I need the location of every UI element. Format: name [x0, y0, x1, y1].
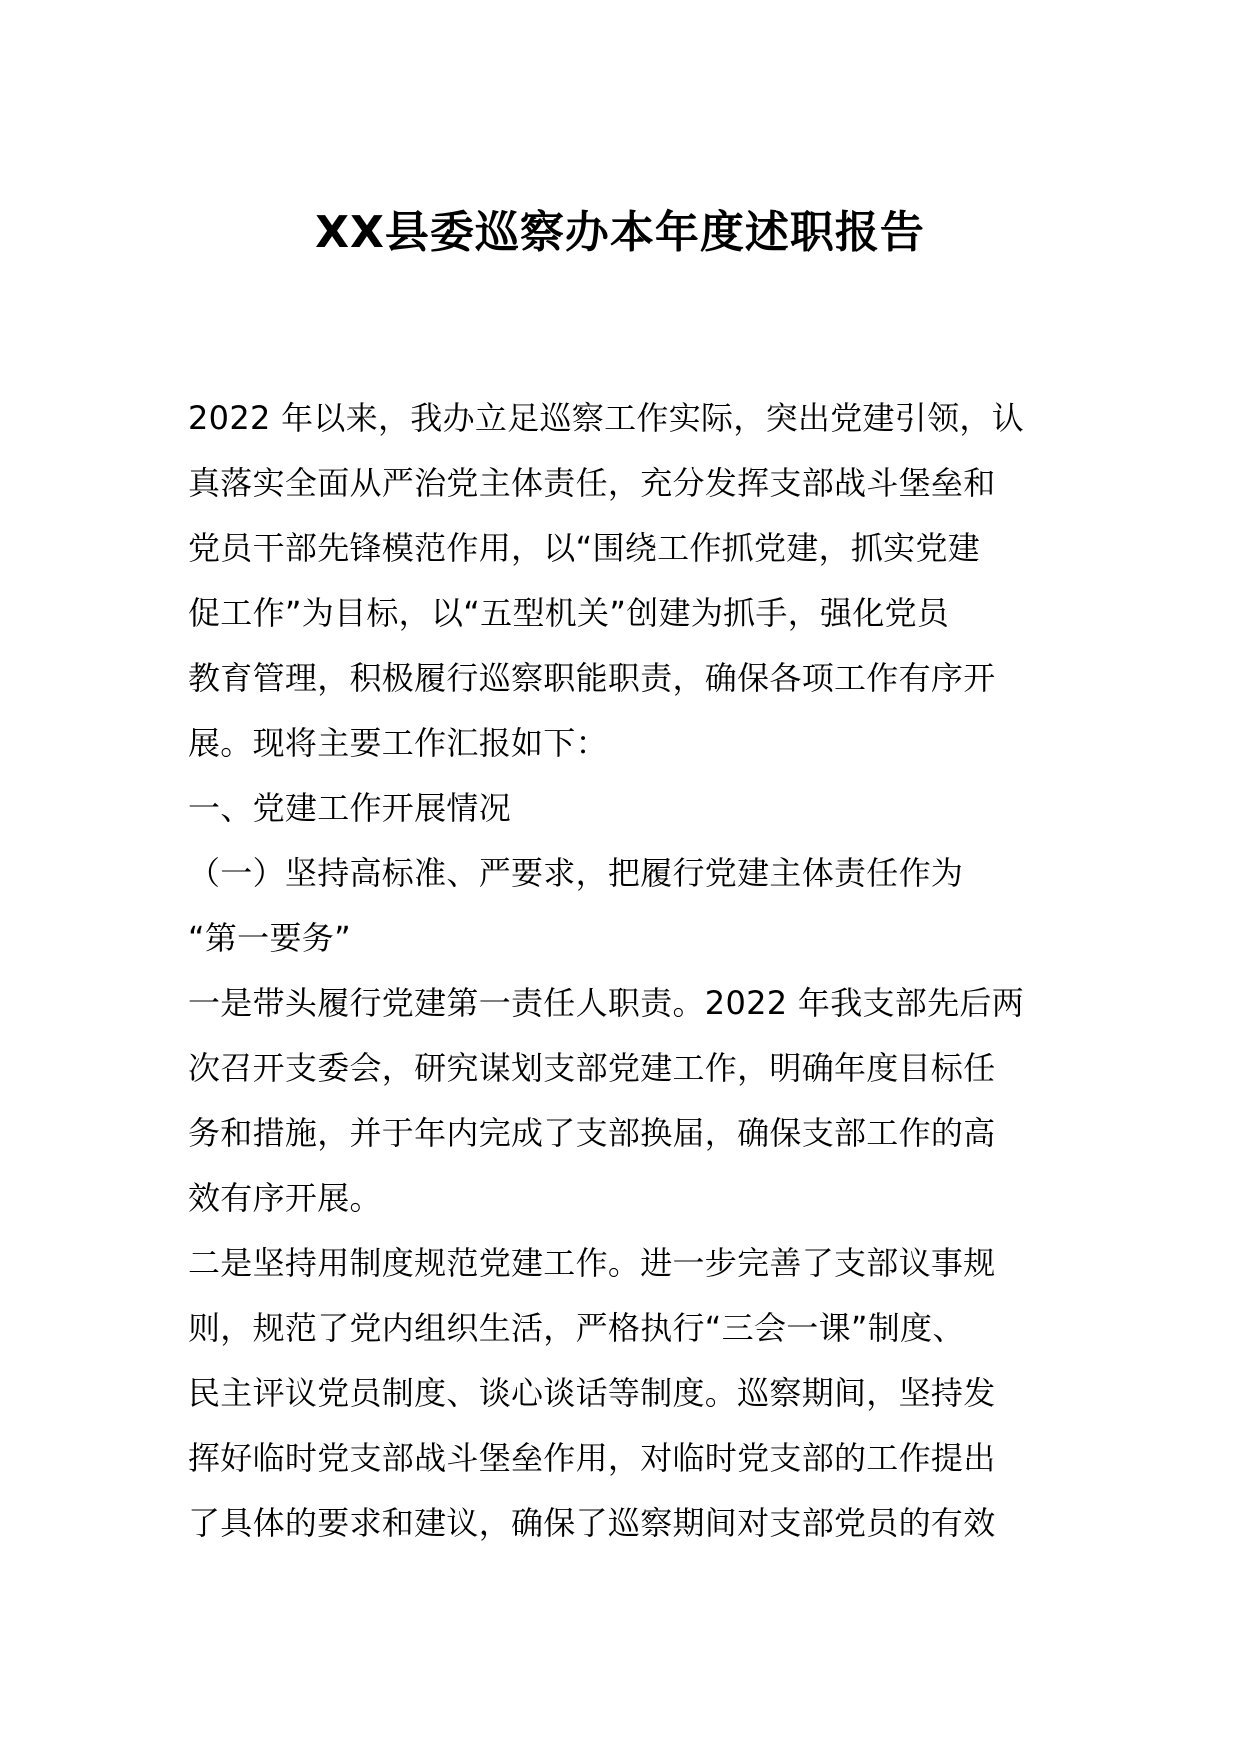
subsection-heading-continued: “第一要务”: [188, 919, 351, 957]
paragraph-line: 效有序开展。: [188, 1179, 382, 1217]
paragraph-line: 促工作”为目标，以“五型机关”创建为抓手，强化党员: [188, 594, 950, 632]
paragraph-line: 务和措施，并于年内完成了支部换届，确保支部工作的高: [188, 1114, 996, 1152]
paragraph-line: 次召开支委会，研究谋划支部党建工作，明确年度目标任: [188, 1049, 996, 1087]
paragraph-line: 一是带头履行党建第一责任人职责。2022 年我支部先后两: [188, 984, 1025, 1022]
document-title: XX县委巡察办本年度述职报告: [315, 207, 925, 258]
paragraph-line: 真落实全面从严治党主体责任，充分发挥支部战斗堡垒和: [188, 464, 996, 502]
paragraph-line: 二是坚持用制度规范党建工作。进一步完善了支部议事规: [188, 1244, 996, 1282]
section-heading: 一、党建工作开展情况: [188, 789, 512, 827]
paragraph-line: 挥好临时党支部战斗堡垒作用，对临时党支部的工作提出: [188, 1439, 996, 1477]
paragraph-line: 民主评议党员制度、谈心谈话等制度。巡察期间，坚持发: [188, 1374, 996, 1412]
subsection-heading: （一）坚持高标准、严要求，把履行党建主体责任作为: [188, 854, 964, 892]
paragraph-line: 党员干部先锋模范作用，以“围绕工作抓党建，抓实党建: [188, 529, 981, 567]
paragraph-line: 展。现将主要工作汇报如下：: [188, 724, 608, 762]
paragraph-line: 教育管理，积极履行巡察职能职责，确保各项工作有序开: [188, 659, 996, 697]
document-body: [188, 386, 1052, 1556]
paragraph-line: 了具体的要求和建议，确保了巡察期间对支部党员的有效: [188, 1504, 996, 1542]
paragraph-line: 2022 年以来，我办立足巡察工作实际，突出党建引领，认: [188, 399, 1025, 437]
paragraph-line: 则，规范了党内组织生活，严格执行“三会一课”制度、: [188, 1309, 965, 1347]
